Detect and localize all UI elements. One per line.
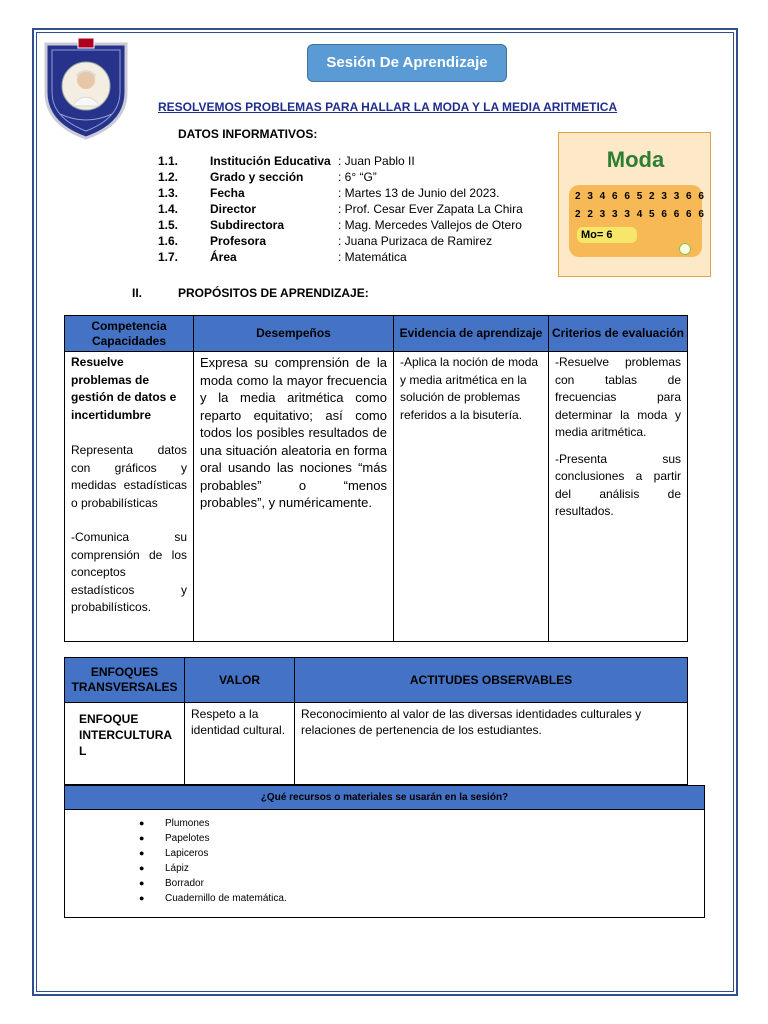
info-number: 1.7. [158, 250, 179, 264]
info-value: : Juana Purizaca de Ramirez [338, 234, 493, 248]
info-label: Fecha [210, 186, 245, 200]
table-header-cell: ENFOQUES TRANSVERSALES [65, 658, 185, 703]
info-row [158, 249, 548, 265]
bullet-icon: ● [139, 818, 145, 828]
table-header-cell: VALOR [185, 658, 295, 703]
info-number: 1.6. [158, 234, 179, 248]
table-header-cell: Evidencia de aprendizaje [394, 316, 549, 352]
list-item [139, 816, 704, 831]
moda-example-raw-data: 2 3 4 6 6 5 2 3 3 6 6 [575, 191, 706, 202]
info-value: : Matemática [338, 250, 407, 264]
bullet-icon: ● [139, 878, 145, 888]
propositos-table [64, 315, 688, 642]
bullet-icon: ● [139, 833, 145, 843]
competencia-cell [65, 352, 194, 642]
valor-cell: Respeto a la identidad cultural. [185, 703, 295, 785]
section-propositos-heading [132, 286, 369, 300]
info-row [158, 201, 548, 217]
list-item-label: Cuadernillo de matemática. [165, 893, 287, 904]
actitudes-cell: Reconocimiento al valor de las diversas identidades culturales y relaciones de pertenencia de los estudiantes. [295, 703, 688, 785]
info-label: Área [210, 250, 237, 264]
info-value: : Prof. Cesar Ever Zapata La Chira [338, 202, 523, 216]
table-row [65, 352, 688, 642]
info-label: Institución Educativa [210, 154, 331, 168]
bullet-icon: ● [139, 893, 145, 903]
datos-informativos-list [158, 153, 548, 265]
table-row [65, 703, 688, 785]
section-number: II. [132, 286, 143, 300]
list-item-label: Borrador [165, 878, 204, 889]
list-item [139, 831, 704, 846]
list-item [139, 861, 704, 876]
bullet-icon: ● [139, 863, 145, 873]
capacidad-text: -Comunica su comprensión de los conceptos estadísticos y probabilísticos. [71, 530, 187, 614]
info-number: 1.1. [158, 154, 179, 168]
capacidad-text: Representa datos con gráficos y medidas estadísticas o probabilísticas [71, 443, 187, 510]
table-header-row [65, 658, 688, 703]
info-number: 1.5. [158, 218, 179, 232]
session-title-button: Sesión De Aprendizaje [307, 44, 507, 82]
list-item [139, 891, 704, 906]
moda-card-mark-icon [679, 243, 691, 255]
table-header-cell: Criterios de evaluación [549, 316, 688, 352]
info-row [158, 153, 548, 169]
recursos-cell [65, 810, 705, 918]
table-header-cell: Competencia Capacidades [65, 316, 194, 352]
list-item-label: Lápiz [165, 863, 189, 874]
list-item [139, 876, 704, 891]
recursos-list [65, 816, 704, 906]
list-item-label: Lapiceros [165, 848, 209, 859]
info-row [158, 217, 548, 233]
info-label: Profesora [210, 234, 267, 248]
criterios-cell [549, 352, 688, 642]
list-item-label: Plumones [165, 818, 210, 829]
table-header-cell: ACTITUDES OBSERVABLES [295, 658, 688, 703]
info-number: 1.3. [158, 186, 179, 200]
school-crest-logo [40, 36, 132, 140]
moda-example-sorted-data: 2 2 3 3 3 4 5 6 6 6 6 [575, 209, 706, 220]
info-row [158, 169, 548, 185]
info-value: : Martes 13 de Junio del 2023. [338, 186, 500, 200]
enfoque-cell: ENFOQUE INTERCULTURA L [65, 703, 185, 785]
criterio-text: -Presenta sus conclusiones a partir del análisis de resultados. [555, 451, 681, 518]
lesson-title: RESOLVEMOS PROBLEMAS PARA HALLAR LA MODA Y LA MEDIA ARITMETICA [158, 100, 618, 114]
info-row [158, 233, 548, 249]
info-number: 1.2. [158, 170, 179, 184]
table-header-row [65, 316, 688, 352]
moda-card-title: Moda [606, 147, 665, 172]
info-number: 1.4. [158, 202, 179, 216]
criterio-text: -Resuelve problemas con tablas de frecuencias para determinar la moda y media aritmética. [555, 355, 681, 439]
bullet-icon: ● [139, 848, 145, 858]
table-row [65, 810, 705, 918]
info-row [158, 185, 548, 201]
list-item [139, 846, 704, 861]
list-item-label: Papelotes [165, 833, 210, 844]
table-header-cell: ¿Qué recursos o materiales se usarán en la sesión? [65, 786, 705, 810]
desempeno-cell: Expresa su comprensión de la moda como la mayor frecuencia y la media aritmética como reparto equitativo; así como todos los posibles resultados de una situación aleatoria en forma oral usando las nociones “más probables” o “menos probables”, y numéricamente. [194, 352, 394, 642]
enfoques-table [64, 657, 688, 785]
info-label: Subdirectora [210, 218, 285, 232]
moda-result: Mo= 6 [577, 227, 637, 243]
evidencia-cell: -Aplica la noción de moda y media aritmética en la solución de problemas referidos a la bisutería. [394, 352, 549, 642]
table-header-cell: Desempeños [194, 316, 394, 352]
info-value: : 6° “G” [338, 170, 377, 184]
section-title: PROPÓSITOS DE APRENDIZAJE: [178, 286, 369, 300]
datos-informativos-heading: DATOS INFORMATIVOS: [178, 127, 318, 141]
info-label: Director [210, 202, 257, 216]
table-header-row [65, 786, 705, 810]
moda-illustration-card [558, 132, 711, 277]
competencia-title: Resuelve problemas de gestión de datos e incertidumbre [71, 355, 177, 422]
recursos-table [64, 785, 705, 918]
info-value: : Mag. Mercedes Vallejos de Otero [338, 218, 522, 232]
info-label: Grado y sección [210, 170, 304, 184]
info-value: : Juan Pablo II [338, 154, 415, 168]
